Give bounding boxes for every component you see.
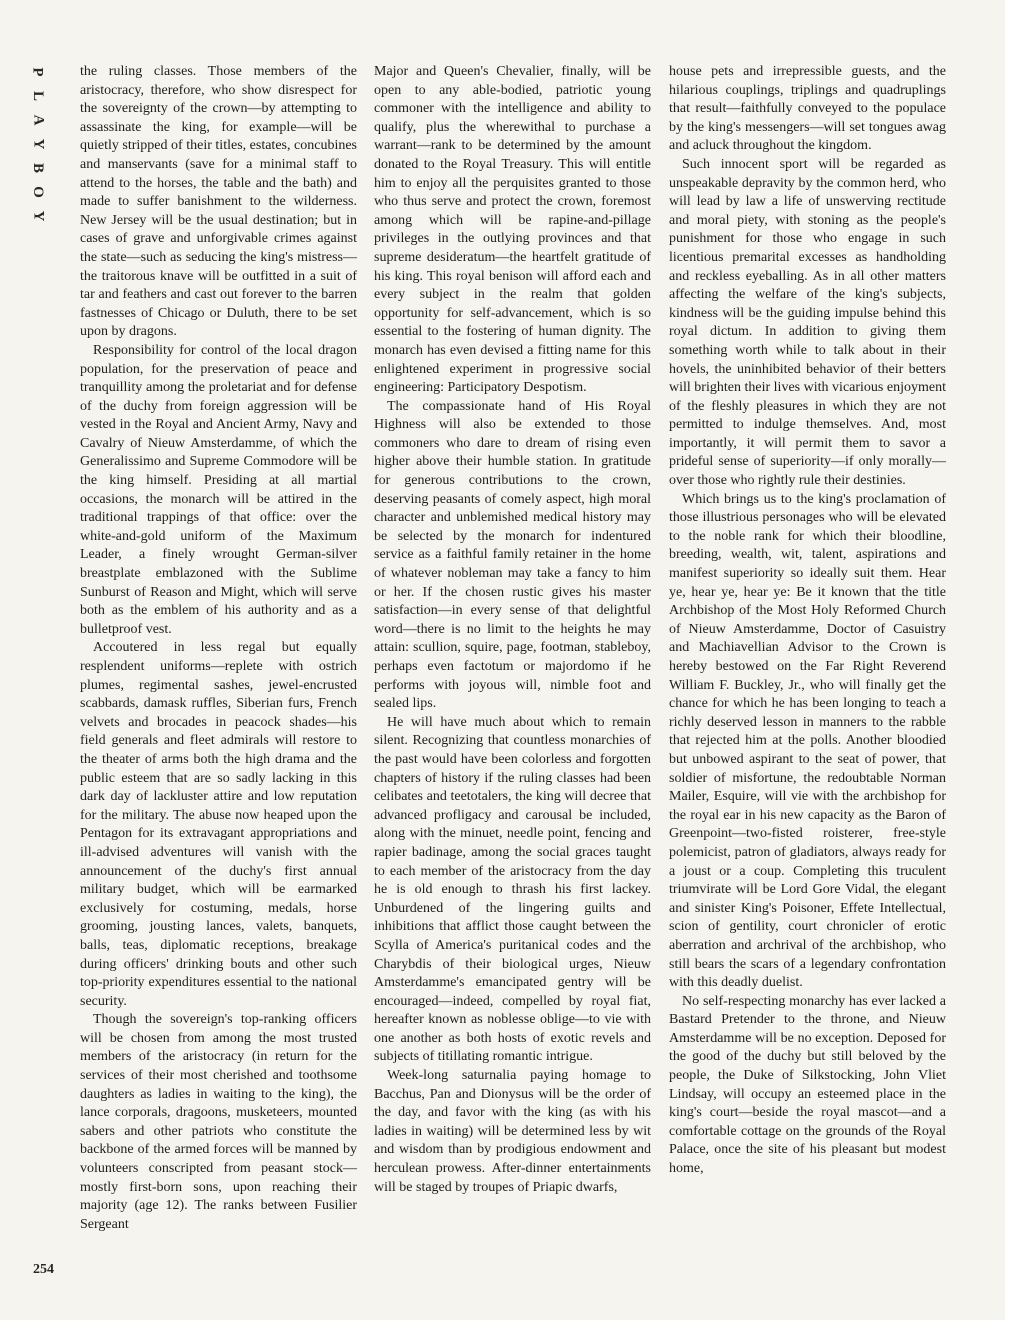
paragraph: Which brings us to the king's proclamation of those illustrious personages who will be elevated to the noble rank for which their bloodline, breeding, wealth, wit, talent, aspirations and manifest superiority so ideally suit them. Hear ye, hear ye, hear ye: Be it known that the title Archbishop of the Most Holy Reformed Church of Nieuw Amsterdamme, Doctor of Casuistry and Machiavellian Advisor to the Crown is hereby bestowed on the Far Right Reverend William F. Buckley, Jr., who will finally get the chance for which he has been longing to teach a richly deserved lesson in manners to the rabble that rejected him at the polls. Another bloodied but unbowed aspirant to the seat of power, that soldier of misfortune, the redoubtable Norman Mailer, Esquire, will vie with the archbishop for the royal ear in his new capacity as the Baron of Greenpoint—two-fisted roisterer, free-style polemicist, patron of gladiators, always ready for a joust or a coup. Completing this truculent triumvirate will be Lord Gore Vidal, the elegant and sinister King's Poisoner, Effete Intellectual, scion of gentility, court chronicler of erotic aberration and archrival of the archbishop, who still bears the scars of a legendary confrontation with this deadly duelist.	[669, 491, 946, 991]
paragraph: He will have much about which to remain silent. Recognizing that countless monarchies of the past would have been colorless and forgotten chapters of history if the ruling classes had been celibates and teetotalers, the king will decree that advanced profligacy and carousal be included, along with the minuet, needle point, fencing and rapier badinage, among the social graces taught to each member of the aristocracy from the day he is old enough to thrash his first lackey. Unburdened of the lingering guilts and inhibitions that afflict those caught between the Scylla of America's puritanical codes and the Charybdis of their biological urges, Nieuw Amsterdamme's emancipated gentry will be encouraged—indeed, compelled by royal fiat, hereafter known as noblesse oblige—to vie with one another as both hosts of exotic revels and subjects of titillating romantic intrigue.	[374, 714, 651, 1065]
paragraph: the ruling classes. Those members of the aristocracy, therefore, who show disrespect for the sovereignty of the crown—by attempting to assassinate the king, for example—will be quietly stripped of their titles, estates, concubines and manservants (save for a minimal staff to attend to the horses, the table and the bath) and made to suffer banishment to the wilderness. New Jersey will be the usual destination; but in cases of grave and unforgivable crimes against the state—such as seducing the king's mistress—the traitorous knave will be outfitted in a suit of tar and feathers and cast out forever to the barren fastnesses of Chicago or Duluth, there to be set upon by dragons.	[80, 64, 357, 340]
magazine-letter: A	[30, 114, 46, 126]
paragraph: house pets and irrepressible guests, and the hilarious couplings, triplings and quadruplings that result—faithfully conveyed to the populace by the king's messengers—will set tongues awag and acluck throughout the kingdom.	[669, 64, 946, 154]
text-column-2	[374, 63, 651, 1197]
paragraph: The compassionate hand of His Royal Highness will also be extended to those commoners who dare to dream of rising even higher above their humble station. In gratitude for generous contributions to the crown, deserving peasants of comely aspect, high moral character and unblemished medical history may be selected by the monarch for indentured service as a faithful family retainer in the home of whatever nobleman may take a fancy to him or her. If the chosen rustic gives his master satisfaction—in every sense of that delightful word—there is no limit to the heights he may attain: scullion, squire, page, footman, stableboy, perhaps even factotum or majordomo if he performs with joyous will, nimble foot and sealed lips.	[374, 398, 651, 712]
magazine-letter: O	[29, 186, 46, 198]
magazine-letter: Y	[30, 210, 46, 222]
paragraph: No self-respecting monarchy has ever lacked a Bastard Pretender to the throne, and Nieuw Amsterdamme will be no exception. Deposed for the good of the duchy but still beloved by the people, the Duke of Silkstocking, John Vliet Lindsay, will occupy an esteemed place in the king's court—beside the royal mascot—and a comfortable cottage on the grounds of the Royal Palace, once the site of his pleasant but modest home,	[669, 993, 946, 1177]
text-column-3	[669, 63, 946, 1179]
magazine-letter: P	[29, 67, 46, 77]
paragraph: Accoutered in less regal but equally resplendent uniforms—replete with ostrich plumes, regimental sashes, jewel-encrusted scabbards, damask ruffles, Siberian furs, French velvets and brocades in peacock shades—his field generals and fleet admirals will restore to the theater of arms both the high drama and the public esteem that are so sadly lacking in this dark day of lackluster attire and low reputation for the military. The abuse now heaped upon the Pentagon for its extravagant appropriations and ill-advised adventures will vanish with the announcement of the duchy's first annual military budget, which will be earmarked exclusively for costuming, medals, horse grooming, jousting lances, valets, banquets, balls, teas, diplomatic receptions, breakage during officers' drinking bouts and other such top-priority expenditures essential to the national security.	[80, 640, 357, 1009]
text-column-1	[80, 63, 357, 1234]
magazine-letter: Y	[30, 138, 46, 150]
magazine-letter: B	[29, 162, 46, 174]
magazine-name-vertical	[28, 60, 48, 228]
paragraph: Such innocent sport will be regarded as unspeakable depravity by the common herd, who will lead by law a life of unswerving rectitude and moral piety, with stoning as the people's punishment for those who engage in such licentious premarital excesses as handholding and reckless eyeballing. As in all other matters affecting the welfare of the king's subjects, kindness will be the guiding impulse behind this royal dictum. In addition to giving them something worth while to talk about in their hovels, the uninhibited behavior of their betters will brighten their lives with vicarious enjoyment of the fleshly pleasures in which they are not permitted to indulge themselves. And, most importantly, it will permit them to savor a prideful sense of superiority—if only morally—over those who rightly rule their destinies.	[669, 156, 946, 489]
paragraph: Responsibility for control of the local dragon population, for the preservation of peace and tranquillity among the proletariat and for defense of the duchy from foreign aggression will be vested in the Royal and Ancient Army, Navy and Cavalry of Nieuw Amsterdamme, of which the Generalissimo and Supreme Commodore will be the king himself. Presiding at all martial occasions, the monarch will be attired in the traditional trappings of that office: over the white-and-gold uniform of the Maximum Leader, a finely wrought German-silver breastplate emblazoned with the Sublime Sunburst of Reason and Might, which will serve both as the emblem of his authority and as a bulletproof vest.	[80, 342, 357, 637]
paragraph: Week-long saturnalia paying homage to Bacchus, Pan and Dionysus will be the order of the day, and favor with the king (as with his ladies in waiting) will be determined less by wit and wisdom than by prodigious endowment and herculean prowess. After-dinner entertainments will be staged by troupes of Priapic dwarfs,	[374, 1068, 651, 1195]
magazine-letter: L	[29, 90, 46, 102]
paragraph: Major and Queen's Chevalier, finally, will be open to any able-bodied, patriotic young commoner with the intelligence and ability to qualify, plus the wherewithal to purchase a warrant—rank to be determined by the amount donated to the Royal Treasury. This will entitle him to enjoy all the perquisites granted to those who thus serve and protect the crown, foremost among which will be rapine-and-pillage privileges in the outlying provinces and that supreme desideratum—the heartfelt gratitude of his king. This royal benison will afford each and every subject in the realm that golden opportunity for self-advancement, which is so essential to the fostering of human dignity. The monarch has even devised a fitting name for this enlightened experiment in progressive social engineering: Participatory Despotism.	[374, 64, 651, 396]
page-number: 254	[33, 1262, 54, 1277]
paragraph: Though the sovereign's top-ranking officers will be chosen from among the most trusted members of the aristocracy (in return for the services of their most cherished and toothsome daughters as ladies in waiting to the king), the lance corporals, dragoons, musketeers, mounted sabers and other patriots who constitute the backbone of the armed forces will be manned by volunteers conscripted from peasant stock—mostly first-born sons, upon reaching their majority (age 12). The ranks between Fusilier Sergeant	[80, 1012, 357, 1232]
